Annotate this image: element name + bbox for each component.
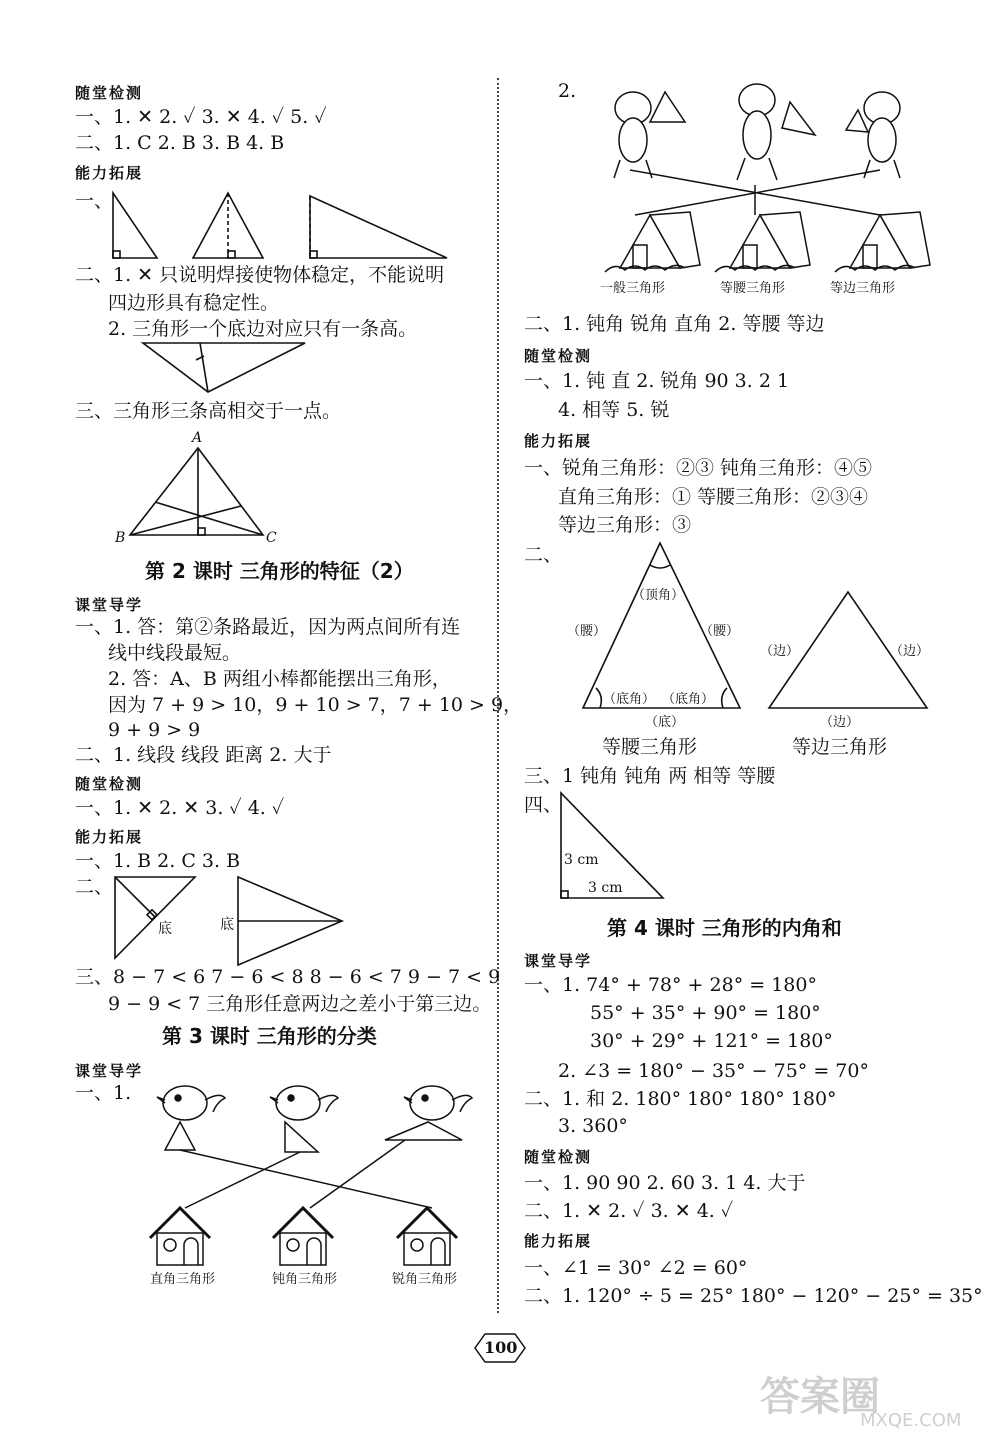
pig-label: 等边三角形: [830, 281, 896, 296]
answer-line: 二、1. 120° ÷ 5 = 25° 180° − 120° − 25° = 35°: [524, 1285, 983, 1307]
answer-line: 二、1. 和 2. 180° 180° 180° 180°: [524, 1088, 837, 1110]
base-label: 底: [158, 921, 172, 937]
pig-2: [737, 84, 815, 180]
house-label: 锐角三角形: [392, 1272, 458, 1287]
answer-line: 一、1. 答：第②条路最近，因为两点间所有连: [75, 616, 461, 638]
answer-line: 3. 360°: [558, 1115, 628, 1137]
lesson-title: 第 3 课时 三角形的分类: [162, 1024, 377, 1048]
answer-line: 二、1. ✕ 2. ✓ 3. ✕ 4. ✓: [524, 1200, 734, 1222]
answer-line: 2. 三角形一个底边对应只有一条高。: [108, 318, 418, 340]
answer-line: 一、1. 钝 直 2. 锐角 90 3. 2 1: [524, 370, 790, 392]
answer-line: 一、: [75, 190, 114, 212]
answer-line: 9 + 9 > 9: [108, 719, 201, 741]
angle-label: （顶角）: [632, 588, 685, 603]
watermark-url: MXQE.COM: [860, 1410, 962, 1431]
answer-line: 二、1. 钝角 锐角 直角 2. 等腰 等边: [524, 313, 825, 335]
pig-label: 一般三角形: [600, 281, 666, 296]
tent-house-1: [605, 212, 700, 272]
answer-line: 一、∠1 = 30° ∠2 = 60°: [524, 1257, 748, 1279]
answer-line: 三、三角形三条高相交于一点。: [75, 400, 342, 422]
answer-line: 线中线段最短。: [108, 642, 242, 664]
side-label: （边）: [760, 644, 800, 659]
figure-caption: 等边三角形: [792, 736, 888, 758]
answer-line: 30° + 29° + 121° = 180°: [590, 1030, 833, 1052]
answer-line: 二、: [524, 544, 563, 566]
pig-label: 等腰三角形: [720, 281, 786, 296]
vertex-label: A: [192, 430, 203, 446]
section-heading: 能力拓展: [75, 828, 144, 846]
angle-label: （底角）: [603, 692, 656, 707]
answer-line: 直角三角形：① 等腰三角形：②③④: [558, 486, 869, 508]
answer-line: 一、锐角三角形：②③ 钝角三角形：④⑤: [524, 457, 873, 479]
house-label: 钝角三角形: [272, 1272, 338, 1287]
section-heading: 能力拓展: [75, 164, 144, 182]
answer-line: 一、1. B 2. C 3. B: [75, 850, 241, 872]
answer-line: 二、: [75, 876, 114, 898]
base-label: 底: [220, 917, 234, 933]
side-label: （底）: [645, 715, 685, 730]
answer-line: 2. 答：A、B 两组小棒都能摆出三角形，: [108, 668, 451, 690]
side-label: （腰）: [700, 624, 740, 639]
section-heading: 能力拓展: [524, 1232, 593, 1250]
section-heading: 课堂导学: [75, 1062, 144, 1080]
answer-line: 二、1. C 2. B 3. B 4. B: [75, 132, 285, 154]
answer-line: 一、1. 74° + 78° + 28° = 180°: [524, 974, 817, 996]
side-label: （边）: [820, 715, 860, 730]
tent-house-2: [715, 212, 810, 272]
section-heading: 随堂检测: [524, 347, 593, 365]
answer-line: 一、1. ✕ 2. ✕ 3. ✓ 4. ✓: [75, 797, 285, 819]
figure-caption: 等腰三角形: [602, 736, 698, 758]
answer-line: 三、8 − 7 < 6 7 − 6 < 8 8 − 6 < 7 9 − 7 < 9: [75, 966, 501, 988]
answer-line: 四边形具有稳定性。: [108, 292, 280, 314]
pig-3: [846, 92, 900, 178]
section-heading: 随堂检测: [75, 775, 144, 793]
answer-line: 因为 7 + 9 > 10，9 + 10 > 7，7 + 10 > 9，: [108, 694, 523, 716]
length-label: 3 cm: [564, 852, 599, 868]
answer-line: 三、1 钝角 钝角 两 相等 等腰: [524, 765, 776, 787]
answer-line: 四、: [524, 794, 563, 816]
side-label: （腰）: [567, 624, 607, 639]
angle-label: （底角）: [662, 692, 715, 707]
answer-line: 等边三角形：③: [558, 514, 692, 536]
vertex-label: B: [115, 530, 126, 546]
answer-line: 二、1. 线段 线段 距离 2. 大于: [75, 744, 332, 766]
answer-line: 一、1. ✕ 2. ✓ 3. ✕ 4. ✓ 5. ✓: [75, 106, 327, 128]
answer-line: 2. ∠3 = 180° − 35° − 75° = 70°: [558, 1060, 869, 1082]
section-heading: 随堂检测: [75, 84, 144, 102]
section-heading: 课堂导学: [75, 596, 144, 614]
side-label: （边）: [890, 644, 930, 659]
answer-line: 一、1. 90 90 2. 60 3. 1 4. 大于: [524, 1172, 806, 1194]
answer-line: 2.: [558, 80, 577, 102]
page-number: 100: [484, 1338, 518, 1357]
section-heading: 随堂检测: [524, 1148, 593, 1166]
tent-house-3: [835, 212, 930, 272]
pig-house-matching-figure: [605, 84, 930, 272]
watermark: 答案圈: [760, 1374, 880, 1420]
pig-1: [614, 92, 685, 178]
answer-line: 4. 相等 5. 锐: [558, 399, 670, 421]
answer-line: 55° + 35° + 90° = 180°: [590, 1002, 821, 1024]
answer-line: 二、1. ✕ 只说明焊接使物体稳定，不能说明: [75, 264, 445, 286]
section-heading: 课堂导学: [524, 952, 593, 970]
length-label: 3 cm: [588, 880, 623, 896]
section-heading: 能力拓展: [524, 432, 593, 450]
answer-line: 9 − 9 < 7 三角形任意两边之差小于第三边。: [108, 993, 492, 1015]
vertex-label: C: [266, 530, 277, 546]
lesson-title: 第 4 课时 三角形的内角和: [607, 916, 842, 940]
lesson-title: 第 2 课时 三角形的特征（2）: [145, 559, 414, 583]
house-label: 直角三角形: [150, 1272, 216, 1287]
answer-line: 一、1.: [75, 1082, 132, 1104]
